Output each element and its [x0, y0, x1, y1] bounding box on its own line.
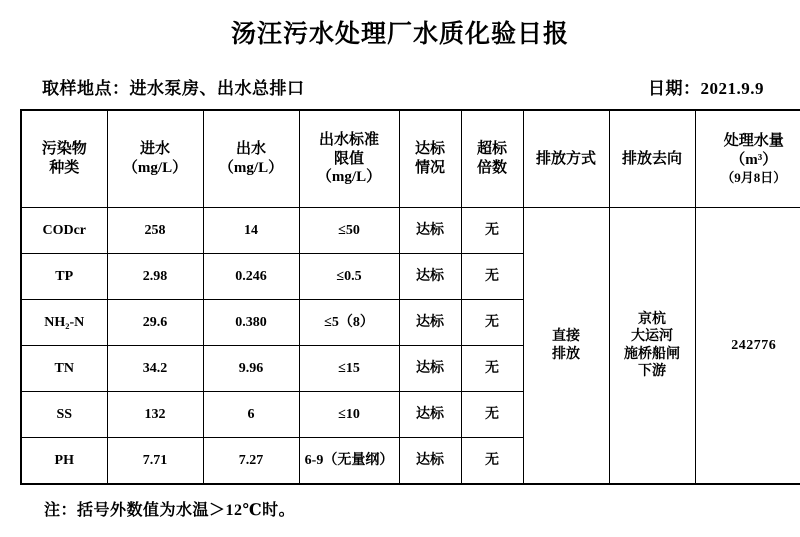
discharge-destination-cell: 京杭 大运河 施桥船闸 下游: [609, 208, 695, 485]
row-exceed-value: 无: [461, 208, 523, 254]
header-discharge-method: 排放方式: [523, 110, 609, 208]
row-limit-value: ≤10: [299, 392, 399, 438]
sampling-location: 取样地点：进水泵房、出水总排口: [42, 79, 305, 98]
row-exceed-value: 无: [461, 300, 523, 346]
row-outflow-value: 0.380: [203, 300, 299, 346]
header-discharge-destination: 排放去向: [609, 110, 695, 208]
page-title: 汤汪污水处理厂水质化验日报: [230, 21, 569, 48]
row-status-value: 达标: [399, 438, 461, 485]
row-exceed-value: 无: [461, 438, 523, 485]
row-inflow-value: 258: [107, 208, 203, 254]
row-outflow-value: 9.96: [203, 346, 299, 392]
row-limit-value: ≤0.5: [299, 254, 399, 300]
table-header-row: [21, 110, 800, 208]
header-pollutant-type: 污染物 种类: [21, 110, 107, 208]
row-outflow-value: 0.246: [203, 254, 299, 300]
header-treated-volume: 处理水量 （m³） （9月8日）: [695, 110, 800, 208]
row-status-value: 达标: [399, 300, 461, 346]
footnote: 注：括号外数值为水温＞12℃时。: [44, 502, 296, 519]
row-exceed-value: 无: [461, 392, 523, 438]
row-pollutant-name: PH: [21, 438, 107, 485]
row-outflow-value: 7.27: [203, 438, 299, 485]
row-status-value: 达标: [399, 346, 461, 392]
row-inflow-value: 34.2: [107, 346, 203, 392]
header-outflow-limit: 出水标准 限值 （mg/L）: [299, 110, 399, 208]
treated-volume-cell: 242776: [695, 208, 800, 485]
table-container: [0, 109, 800, 485]
row-limit-value: ≤50: [299, 208, 399, 254]
row-limit-value: ≤15: [299, 346, 399, 392]
row-pollutant-name: TN: [21, 346, 107, 392]
row-exceed-value: 无: [461, 346, 523, 392]
row-pollutant-name: CODcr: [21, 208, 107, 254]
row-limit-value: ≤5（8）: [299, 300, 399, 346]
row-status-value: 达标: [399, 392, 461, 438]
row-pollutant-name: NH₂-N: [21, 300, 107, 346]
row-limit-value: 6-9（无量纲）: [299, 438, 399, 485]
subheader: [0, 52, 800, 109]
row-inflow-value: 132: [107, 392, 203, 438]
row-status-value: 达标: [399, 254, 461, 300]
row-exceed-value: 无: [461, 254, 523, 300]
header-status: 达标 情况: [399, 110, 461, 208]
header-outflow: 出水 （mg/L）: [203, 110, 299, 208]
water-quality-table: [20, 109, 800, 485]
row-inflow-value: 2.98: [107, 254, 203, 300]
row-status-value: 达标: [399, 208, 461, 254]
row-outflow-value: 14: [203, 208, 299, 254]
discharge-method-cell: 直接 排放: [523, 208, 609, 485]
table-row: [21, 208, 800, 254]
row-inflow-value: 7.71: [107, 438, 203, 485]
row-pollutant-name: TP: [21, 254, 107, 300]
row-outflow-value: 6: [203, 392, 299, 438]
header-inflow: 进水 （mg/L）: [107, 110, 203, 208]
header-exceed-factor: 超标 倍数: [461, 110, 523, 208]
row-pollutant-name: SS: [21, 392, 107, 438]
report-date: 日期：2021.9.9: [648, 79, 764, 98]
row-inflow-value: 29.6: [107, 300, 203, 346]
